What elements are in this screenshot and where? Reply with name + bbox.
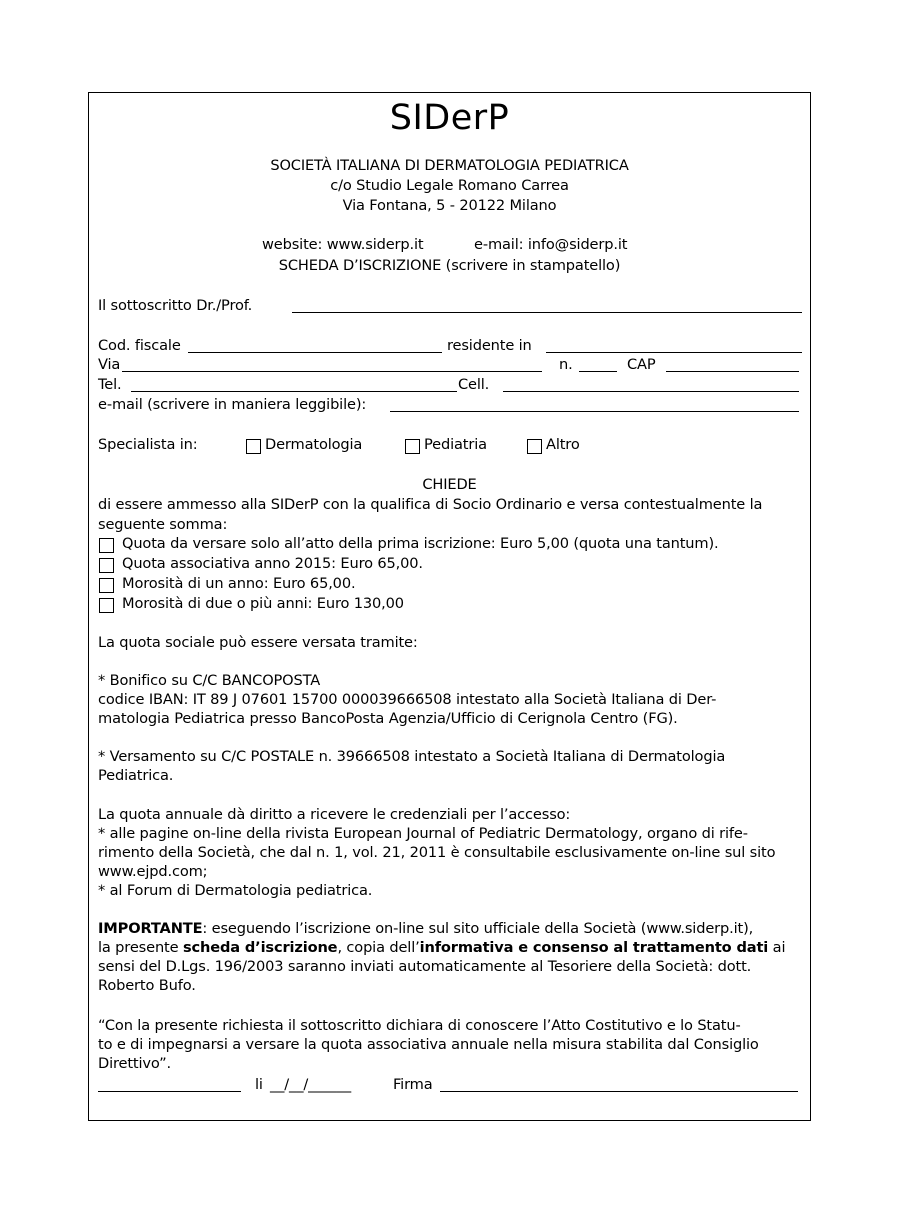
request-text-1: di essere ammesso alla SIDerP con la qualifica di Socio Ordinario e versa contestualmente la [98,496,763,513]
street-label: Via [98,356,121,373]
access-journal-2: rimento della Società, che dal n. 1, vol. 21, 2011 è consultabile esclusivamente on-line sul sito [98,844,776,861]
postcode-field[interactable] [666,371,799,372]
access-intro: La quota annuale dà diritto a ricevere le credenziali per l’accesso: [98,806,571,823]
access-journal-site[interactable]: www.ejpd.com; [98,863,208,880]
form-title: SCHEDA D’ISCRIZIONE (scrivere in stampatello) [278,257,621,274]
important-line-4: Roberto Bufo. [98,977,196,994]
address-line-2: Via Fontana, 5 - 20122 Milano [342,197,557,214]
specialty-dermatology-label: Dermatologia [265,436,363,453]
fee-first-registration-checkbox[interactable] [99,538,114,553]
fee-arrears-multi-year-checkbox[interactable] [99,598,114,613]
fee-annual-label: Quota associativa anno 2015: Euro 65,00. [122,555,423,572]
important-line-2: la presente scheda d’iscrizione, copia dell’informativa e consenso al trattamento dati ai [98,939,786,956]
important-label: IMPORTANTE [98,920,203,937]
tax-code-label: Cod. fiscale [98,337,181,354]
important-line-1: IMPORTANTE: eseguendo l’iscrizione on-line sul sito ufficiale della Società (www.siderp.it), [98,920,754,937]
request-heading: CHIEDE [422,476,477,493]
specialty-label: Specialista in: [98,436,198,453]
resident-in-field[interactable] [546,352,802,353]
signature-label: Firma [393,1076,433,1093]
phone-field[interactable] [131,391,457,392]
specialty-pediatrics-checkbox[interactable] [405,439,420,454]
request-text-2: seguente somma: [98,516,228,533]
fee-annual-checkbox[interactable] [99,558,114,573]
specialty-other-label: Altro [546,436,580,453]
mobile-label: Cell. [458,376,490,393]
postal-payment-1: * Versamento su C/C POSTALE n. 39666508 intestato a Società Italiana di Dermatologia [98,748,726,765]
declaration-line-2: to e di impegnarsi a versare la quota associativa annuale nella misura stabilita dal Consiglio [98,1036,759,1053]
access-journal-1: * alle pagine on-line della rivista European Journal of Pediatric Dermatology, organo di rife- [98,825,748,842]
tax-code-field[interactable] [188,352,442,353]
signature-field[interactable] [440,1091,798,1092]
undersigned-field[interactable] [292,312,802,313]
bank-transfer-details: matologia Pediatrica presso BancoPosta Agenzia/Ufficio di Cerignola Centro (FG). [98,710,678,727]
fee-arrears-one-year-label: Morosità di un anno: Euro 65,00. [122,575,356,592]
org-name: SOCIETÀ ITALIANA DI DERMATOLOGIA PEDIATRICA [270,157,629,174]
declaration-line-1: “Con la presente richiesta il sottoscritto dichiara di conoscere l’Atto Costitutivo e lo Statu- [98,1017,741,1034]
resident-in-label: residente in [447,337,532,354]
specialty-other-checkbox[interactable] [527,439,542,454]
postal-payment-2: Pediatrica. [98,767,174,784]
fee-first-registration-label: Quota da versare solo all’atto della prima iscrizione: Euro 5,00 (quota una tantum). [122,535,719,552]
postcode-label: CAP [627,356,656,373]
date-label: li [255,1076,263,1093]
email-label: e-mail (scrivere in maniera leggibile): [98,396,367,413]
date-field[interactable]: __/__/______ [270,1076,352,1093]
email-link[interactable]: e-mail: info@siderp.it [474,236,628,253]
address-line-1: c/o Studio Legale Romano Carrea [330,177,569,194]
fee-arrears-multi-year-label: Morosità di due o più anni: Euro 130,00 [122,595,404,612]
declaration-line-3: Direttivo”. [98,1055,172,1072]
important-line-3: sensi del D.Lgs. 196/2003 saranno inviati automaticamente al Tesoriere della Società: dott. [98,958,752,975]
bank-transfer-title: * Bonifico su C/C BANCOPOSTA [98,672,321,689]
number-field[interactable] [579,371,617,372]
street-field[interactable] [122,371,542,372]
phone-label: Tel. [98,376,122,393]
number-label: n. [559,356,573,373]
payment-intro: La quota sociale può essere versata tramite: [98,634,418,651]
bank-transfer-iban: codice IBAN: IT 89 J 07601 15700 000039666508 intestato alla Società Italiana di Der- [98,691,717,708]
place-field[interactable] [98,1091,241,1092]
undersigned-label: Il sottoscritto Dr./Prof. [98,297,253,314]
fee-arrears-one-year-checkbox[interactable] [99,578,114,593]
page-title: SIDerP [389,98,510,138]
mobile-field[interactable] [503,391,799,392]
website-link[interactable]: website: www.siderp.it [262,236,424,253]
access-forum: * al Forum di Dermatologia pediatrica. [98,882,373,899]
email-field[interactable] [390,411,799,412]
specialty-pediatrics-label: Pediatria [424,436,487,453]
specialty-dermatology-checkbox[interactable] [246,439,261,454]
